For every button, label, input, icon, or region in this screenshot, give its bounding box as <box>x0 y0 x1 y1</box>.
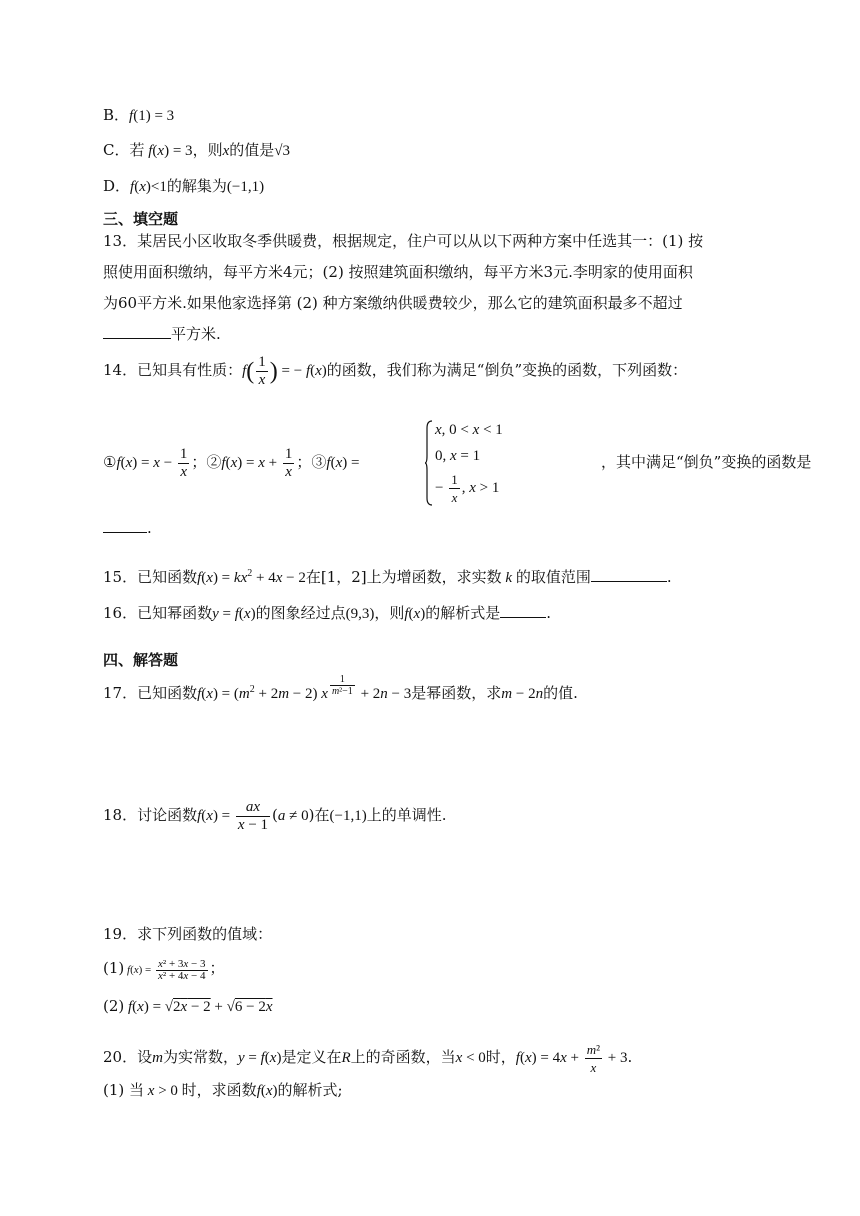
q19-part2: (2) f(x) = √2x − 2 + √6 − 2x <box>103 997 273 1015</box>
answer-blank[interactable] <box>591 567 667 582</box>
q13-line2: 照使用面积缴纳，每平方米4元；(2) 按照建筑面积缴纳，每平方米3元.李明家的使用面积 <box>103 263 693 281</box>
section-answer-title: 四、解答题 <box>103 651 179 669</box>
option-b: B．f(1) = 3 <box>103 106 175 124</box>
piecewise-cases: x, 0 < x < 1 0, x = 1 − $\frac{1}{x}$ , x > 1 <box>435 422 503 506</box>
q16-line: 16．已知幂函数y = f(x)的图象经过点(9,3)，则f(x)的解析式是 . <box>103 604 551 622</box>
q13-line4: 平方米. <box>103 324 221 344</box>
q19-part1: (1) f(x) = $\frac{\text{x² + 3x − 3}}{\text{x² + 4x − 4}}$ ； <box>103 957 225 982</box>
section-fill-blank-title: 三、填空题 <box>103 210 179 228</box>
option-c: C．若 f(x) = 3，则x的值是√3 <box>103 141 290 159</box>
answer-blank[interactable] <box>103 324 171 339</box>
q13-line1: 13．某居民小区收取冬季供暖费，根据规定，住户可以从以下两种方案中任选其一：(1) 按 <box>103 232 704 250</box>
q14-answer-line: . <box>103 518 152 538</box>
q18-line: 18．讨论函数f(x) = $\frac{ax}{x - 1}$ (a ≠ 0)在(−1,1)上的单调性. <box>103 799 447 834</box>
q20-part1: (1) 当 x > 0 时，求函数f(x)的解析式; <box>103 1081 343 1099</box>
q20-line: 20．设m为实常数，y = f(x)是定义在R上的奇函数，当x < 0时，f(x) = 4x + $\frac{\text{m²}}{x}$ + 3. <box>103 1042 633 1076</box>
q19-line: 19．求下列函数的值域： <box>103 925 273 943</box>
q17-line: 17．已知函数$f(x) = (m^2 + 2m - 2)$ x $^{\frac{1}{\text{m²−1}}}$ + 2n − 3是幂函数，求m − 2n的值. <box>103 674 578 702</box>
answer-blank[interactable] <box>103 518 147 533</box>
q14-line1: 14．已知具有性质：f( $\frac{1}{x}$ ) = − f(x)的函数，我们称为满足“倒负”变换的函数，下列函数： <box>103 354 688 389</box>
option-d: D．f(x)<1的解集为(−1,1) <box>103 177 265 195</box>
q13-line3: 为60平方米.如果他家选择第 (2) 种方案缴纳供暖费较少，那么它的建筑面积最多不超过 <box>103 294 683 312</box>
q15-line: 15．已知函数$f(x) = kx^2 + 4x - 2$在[1，2]上为增函数，求实数 k 的取值范围 . <box>103 568 672 586</box>
answer-blank[interactable] <box>500 603 546 618</box>
piecewise-brace <box>425 420 433 506</box>
q14-functions-line: ①f(x) = x − $\frac{1}{x}$ ；②f(x) = x + $\frac{1}{x}$ ；③f(x) = x, 0 < x < 1 0, x = 1 − $\frac{1}{x}$ , x > 1 ，其中满足“倒负”变换的函数是 <box>103 422 812 506</box>
